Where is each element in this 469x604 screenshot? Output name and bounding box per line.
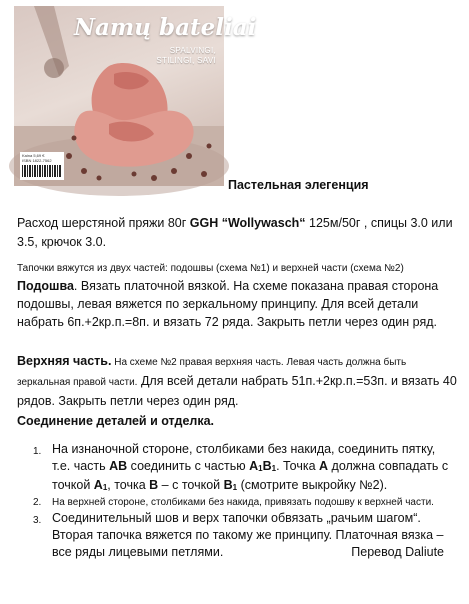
magazine-subtitle	[156, 46, 216, 66]
point-letter: А	[93, 478, 103, 492]
point-label: АВ	[109, 459, 128, 473]
step-text: На изнаночной стороне, столбиками без накида, соединить пятку, т.е. часть	[52, 442, 436, 473]
price-text: Kaina 5,69 €	[22, 153, 45, 158]
point-letter: В	[262, 459, 272, 473]
subscript: 1	[258, 464, 263, 473]
point-label	[224, 478, 237, 492]
point-letter: В	[223, 478, 233, 492]
step-number: 3.	[33, 515, 42, 526]
subscript: 1	[271, 464, 277, 473]
point-label	[249, 459, 276, 473]
magazine-title: Namų bateliai	[74, 14, 257, 41]
point-label: А	[319, 459, 329, 473]
step-text: соединить с частью	[127, 459, 250, 473]
subtitle-line: STILINGI, SAVI	[156, 56, 216, 65]
point-letter: А	[249, 459, 259, 473]
step-text: . Точка	[276, 459, 320, 473]
yarn-pre: Расход шерстяной пряжи 80г	[17, 216, 190, 230]
subtitle-line: SPALVINGI,	[169, 46, 216, 55]
barcode-bars	[22, 165, 62, 177]
yarn-post: 125м/50г , спицы 3.0 или 3.5, крючок 3.0.	[17, 216, 453, 249]
step-text: , точка	[107, 478, 150, 492]
yarn-brand: GGH “Wollywasch“	[189, 216, 306, 230]
step-text: Соединительный шов и верх тапочки обвязать „рачьим шагом“. Вторая тапочка вяжется по такому же принципу. Платочная вязка – все ряды лицевыми петлями.	[52, 511, 444, 559]
sole-text: . Вязать платочной вязкой. На схеме показана правая сторона подошвы, левая вяжется по зеркальному принципу. Для всей детали набрать 6п.+2кр.п.=8п. и вязать 72 ряда. Закрыть петли через один ряд.	[17, 279, 439, 329]
yarn-info	[17, 214, 457, 252]
step-item	[0, 496, 450, 510]
upper-label: Верхняя часть.	[17, 354, 112, 368]
magazine-cover-image	[14, 6, 257, 186]
upper-text: Для всей детали набрать 51п.+2кр.п.=53п. и вязать 40 рядов. Закрыть петли через один ряд.	[17, 374, 457, 408]
page-title: Пастельная элегенция	[228, 178, 369, 192]
upper-note: На схеме №2 правая верхняя часть. Левая часть должна быть зеркальная правой части.	[17, 357, 407, 388]
step-item	[0, 441, 450, 496]
step-text: – с точкой	[158, 478, 224, 492]
point-label	[94, 478, 107, 492]
step-item	[0, 510, 450, 561]
isbn-text: ISBN 1822-7562	[22, 158, 52, 163]
intro-text: Тапочки вяжутся из двух частей: подошвы (схема №1) и верхней части (схема №2)	[17, 263, 404, 274]
step-number: 1.	[33, 446, 42, 457]
assembly-steps	[0, 441, 450, 561]
upper-section	[17, 352, 457, 410]
step-text: На верхней стороне, столбиками без накида, привязать подошву к верхней части.	[52, 497, 434, 508]
subscript: 1	[102, 483, 108, 492]
sole-label: Подошва	[17, 279, 74, 293]
point-label: В	[149, 478, 159, 492]
step-text: (смотрите выкройку №2).	[237, 478, 388, 492]
step-text: должна совпадать с точкой	[52, 459, 449, 492]
step-number: 2.	[33, 497, 42, 508]
translator-credit: Перевод Daliute	[351, 545, 444, 559]
subscript: 1	[232, 483, 238, 492]
assembly-heading: Соединение деталей и отделка.	[17, 414, 215, 428]
sole-section	[17, 277, 457, 331]
barcode	[20, 152, 64, 180]
